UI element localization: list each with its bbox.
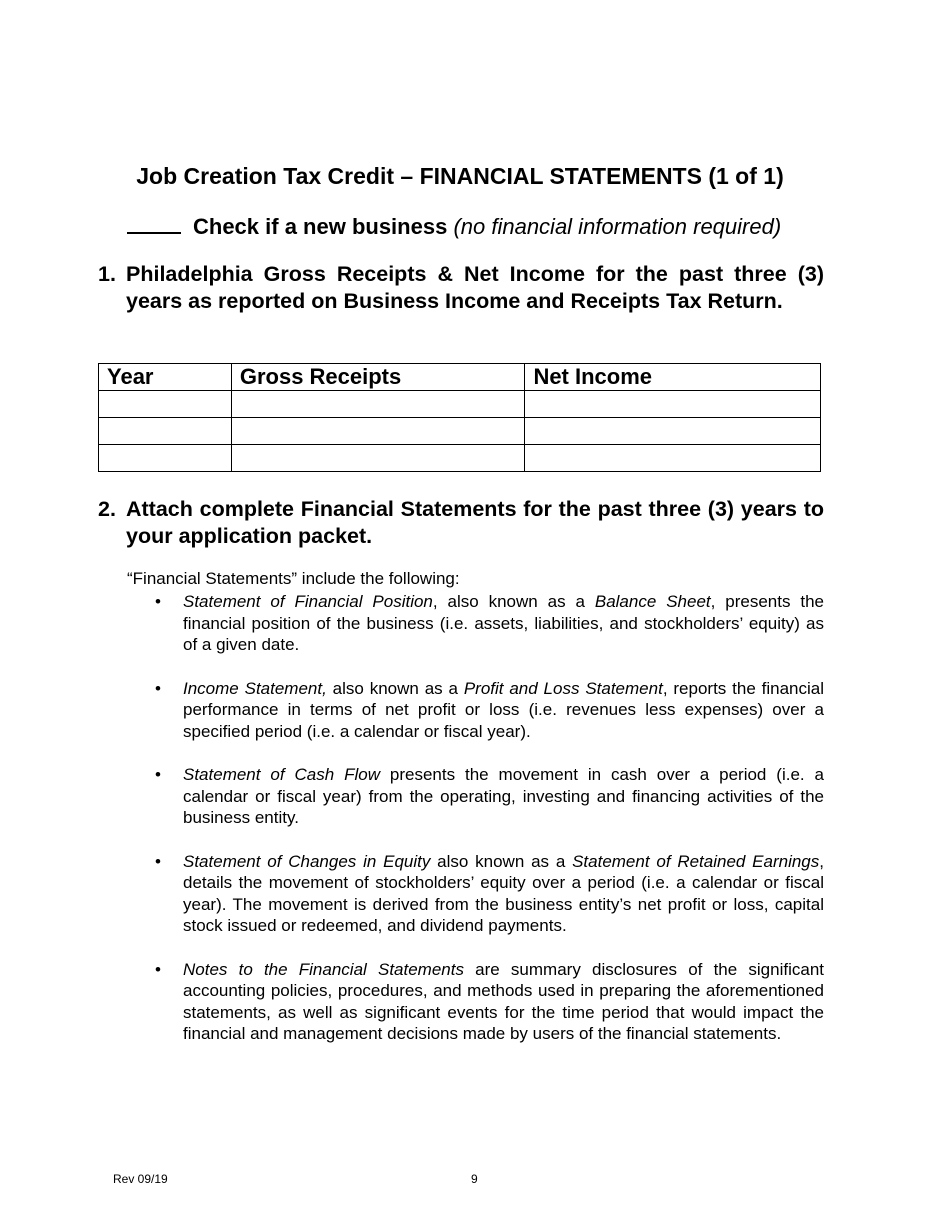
statement-name: Profit and Loss Statement [463, 678, 663, 698]
list-item-text [183, 851, 824, 937]
list-item [155, 591, 824, 656]
financial-statements-list [155, 591, 824, 1067]
new-business-checkbox-blank[interactable] [127, 212, 181, 234]
section-1 [98, 261, 824, 315]
list-item-text [183, 959, 824, 1045]
statement-description: , details the movement of stockholders’ equity over a period (i.e. a calendar or fiscal year). The movement is derived from the business entity’s net profit or loss, capital stock issued or redeemed, and dividend payments. [183, 851, 824, 935]
bullet-icon: • [155, 851, 161, 871]
statement-name: Statement of Retained Earnings [572, 851, 820, 871]
statement-name: Statement of Changes in Equity [183, 851, 431, 871]
list-item-text [183, 678, 824, 743]
table-header-gross-receipts: Gross Receipts [231, 364, 525, 391]
statement-name: Notes to the Financial Statements [183, 959, 464, 979]
page-title: Job Creation Tax Credit – FINANCIAL STATEMENTS (1 of 1) [136, 163, 784, 189]
table-header-net-income: Net Income [525, 364, 821, 391]
net-income-cell[interactable] [525, 445, 821, 472]
statement-description: presents the movement in cash over a period (i.e. a calendar or fiscal year) from the operating, investing and financing activities of the business entity. [183, 765, 824, 827]
statement-description: are summary disclosures of the significant accounting policies, procedures, and methods used in preparing the aforementioned statements, as well as significant events for the time period that would impact the financial and management decisions made by users of the financial statements. [183, 959, 824, 1043]
bullet-icon: • [155, 959, 161, 979]
gross-receipts-cell[interactable] [231, 391, 525, 418]
section-1-text: Philadelphia Gross Receipts & Net Income for the past three (3) years as reported on Business Income and Receipts Tax Return. [126, 262, 824, 313]
statement-description: also known as a [326, 678, 464, 698]
statement-name: Balance Sheet [594, 592, 711, 611]
statement-description: , also known as a [432, 592, 595, 611]
list-item [155, 959, 824, 1045]
statement-name: Statement of Cash Flow [183, 765, 380, 784]
financial-statements-intro: “Financial Statements” include the following: [127, 569, 460, 588]
page-number: 9 [471, 1172, 478, 1186]
bullet-icon: • [155, 678, 161, 698]
table-row [99, 418, 821, 445]
bullet-icon: • [155, 592, 161, 611]
section-2-number: 2. [98, 497, 116, 521]
statement-name: Statement of Financial Position [183, 592, 433, 611]
list-item-text [183, 764, 824, 829]
gross-receipts-cell[interactable] [231, 445, 525, 472]
section-2-text: Attach complete Financial Statements for the past three (3) years to your application packet. [126, 497, 824, 548]
table-row [99, 445, 821, 472]
list-item [155, 678, 824, 743]
net-income-cell[interactable] [525, 418, 821, 445]
financial-table [98, 363, 821, 472]
list-item-text [183, 591, 824, 656]
year-cell[interactable] [99, 418, 232, 445]
new-business-check-label: Check if a new business [193, 214, 448, 239]
statement-description: also known as a [430, 851, 573, 871]
gross-receipts-cell[interactable] [231, 418, 525, 445]
statement-description: , reports the financial performance in terms of net profit or loss (i.e. revenues less expenses) over a specified period (i.e. a calendar or fiscal year). [183, 678, 825, 741]
bullet-icon: • [155, 765, 161, 784]
section-2 [98, 496, 824, 550]
table-header-row [99, 364, 821, 391]
statement-name: Income Statement, [183, 678, 327, 698]
table-header-year: Year [99, 364, 232, 391]
revision-label: Rev 09/19 [113, 1172, 168, 1186]
list-item [155, 851, 824, 937]
section-1-number: 1. [98, 262, 116, 286]
net-income-cell[interactable] [525, 391, 821, 418]
year-cell[interactable] [99, 445, 232, 472]
table-row [99, 391, 821, 418]
statement-description: , presents the financial position of the business (i.e. assets, liabilities, and stockholders’ equity) as of a given date. [183, 592, 824, 654]
list-item [155, 764, 824, 829]
new-business-check [127, 212, 781, 240]
new-business-check-note: (no financial information required) [453, 214, 782, 239]
year-cell[interactable] [99, 391, 232, 418]
